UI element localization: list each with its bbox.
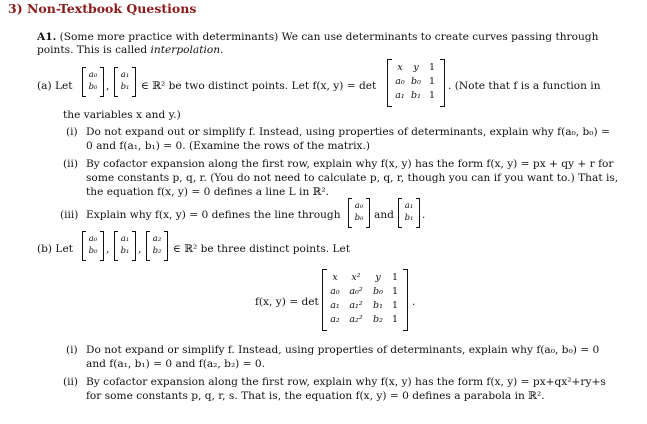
matrix-3x3: x y 1 a₀ b₀ 1 a₁ b₁ 1 bbox=[387, 59, 445, 107]
vector-a0-b0-iii: a₀ b₀ bbox=[348, 198, 370, 228]
a1-intro-line2: points. This is called interpolation. bbox=[37, 44, 224, 56]
vector-a1-b1: a₁ b₁ bbox=[114, 67, 136, 97]
vector-a0-b0: a₀ b₀ bbox=[82, 67, 104, 97]
vector-b-a0-b0: a₀ b₀ bbox=[82, 231, 104, 261]
part-a-iii-and: and bbox=[374, 209, 394, 221]
part-a-ii-line1: By cofactor expansion along the first row, explain why f(x, y) has the form f(x, y) = px + qy + r for bbox=[86, 158, 614, 170]
matrix-4x4: x x² y 1 a₀ a₀² b₀ 1 a₁ a₁² b₁ 1 a₂ a₂² b₂ 1 bbox=[322, 269, 408, 331]
part-a-note: . (Note that f is a function in bbox=[448, 80, 601, 92]
part-b-ii-line2: for some constants p, q, r, s. That is, the equation f(x, y) = 0 defines a parabola in ℝ². bbox=[86, 390, 545, 402]
part-a-ii-line3: the equation f(x, y) = 0 defines a line L in ℝ². bbox=[86, 186, 330, 198]
section-heading: 3) Non-Textbook Questions bbox=[8, 1, 197, 16]
part-a-membership: ∈ ℝ² be two distinct points. Let f(x, y) = det bbox=[141, 80, 377, 92]
part-a-i-line2: 0 and f(a₁, b₁) = 0. (Examine the rows of the matrix.) bbox=[86, 140, 371, 152]
part-b-ii-label: (ii) bbox=[63, 376, 79, 388]
part-a-variables: the variables x and y.) bbox=[63, 109, 181, 121]
part-b-f-definition: f(x, y) = det bbox=[255, 296, 319, 308]
part-b-label: (b) Let bbox=[37, 243, 73, 255]
part-b-i-label: (i) bbox=[66, 344, 78, 356]
part-b-i-line2: and f(a₁, b₁) = 0 and f(a₂, b₂) = 0. bbox=[86, 358, 266, 370]
vector-b-a1-b1: a₁ b₁ bbox=[114, 231, 136, 261]
part-a-iii-label: (iii) bbox=[60, 209, 79, 221]
part-b-i-line1: Do not expand or simplify f. Instead, using properties of determinants, explain why f(a₀, b₀) = 0 bbox=[86, 344, 600, 356]
part-a-label: (a) Let bbox=[37, 80, 73, 92]
a1-label: A1. bbox=[37, 31, 57, 43]
part-a-iii-text: Explain why f(x, y) = 0 defines the line through bbox=[86, 209, 341, 221]
part-a-ii-label: (ii) bbox=[63, 158, 79, 170]
part-a-i-line1: Do not expand out or simplify f. Instead, using properties of determinants, explain why f(a₀, b₀) = bbox=[86, 126, 610, 138]
part-a-i-label: (i) bbox=[66, 126, 78, 138]
vector-b-a2-b2: a₂ b₂ bbox=[146, 231, 168, 261]
vector-a1-b1-iii: a₁ b₁ bbox=[398, 198, 420, 228]
part-b-membership: ∈ ℝ² be three distinct points. Let bbox=[173, 243, 351, 255]
part-b-ii-line1: By cofactor expansion along the first row, explain why f(x, y) has the form f(x, y) = px+qx²+ry+s bbox=[86, 376, 606, 388]
a1-intro-line1: A1. (Some more practice with determinants) We can use determinants to create curves passing through bbox=[37, 31, 599, 43]
part-a-ii-line2: some constants p, q, r. (You do not need to calculate p, q, r, though you can if you want to.) That is, bbox=[86, 172, 619, 184]
